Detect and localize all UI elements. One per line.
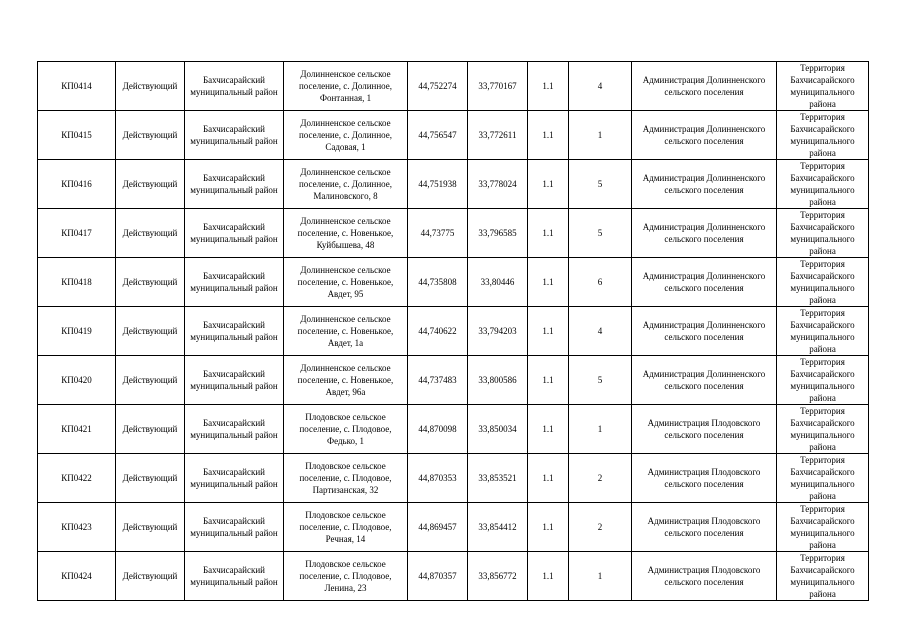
cell-longitude: 33,772611: [468, 111, 528, 160]
cell-container-count: 2: [569, 503, 632, 552]
cell-address: Долинненское сельское поселение, с. Новенькое, Авдет, 95: [284, 258, 408, 307]
table-row: [38, 405, 869, 454]
cell-type-code: 1.1: [528, 160, 569, 209]
cell-container-count: 4: [569, 62, 632, 111]
cell-district: Бахчисарайский муниципальный район: [185, 62, 284, 111]
cell-status: Действующий: [116, 356, 185, 405]
cell-territory: Территория Бахчисарайского муниципального района: [777, 552, 869, 601]
cell-site-code: КП0419: [38, 307, 116, 356]
cell-site-code: КП0421: [38, 405, 116, 454]
cell-district: Бахчисарайский муниципальный район: [185, 405, 284, 454]
cell-territory: Территория Бахчисарайского муниципального района: [777, 258, 869, 307]
table-row: [38, 111, 869, 160]
cell-owner: Администрация Долинненского сельского поселения: [632, 258, 777, 307]
cell-latitude: 44,870353: [408, 454, 468, 503]
table-row: [38, 454, 869, 503]
cell-longitude: 33,796585: [468, 209, 528, 258]
table-row: [38, 258, 869, 307]
cell-type-code: 1.1: [528, 454, 569, 503]
cell-district: Бахчисарайский муниципальный район: [185, 160, 284, 209]
cell-latitude: 44,756547: [408, 111, 468, 160]
table-body: [38, 62, 869, 601]
cell-territory: Территория Бахчисарайского муниципального района: [777, 160, 869, 209]
cell-owner: Администрация Плодовского сельского поселения: [632, 454, 777, 503]
table-row: [38, 503, 869, 552]
cell-latitude: 44,870098: [408, 405, 468, 454]
cell-longitude: 33,854412: [468, 503, 528, 552]
cell-longitude: 33,770167: [468, 62, 528, 111]
cell-container-count: 1: [569, 111, 632, 160]
cell-longitude: 33,856772: [468, 552, 528, 601]
cell-latitude: 44,869457: [408, 503, 468, 552]
cell-container-count: 5: [569, 356, 632, 405]
cell-container-count: 5: [569, 209, 632, 258]
cell-site-code: КП0416: [38, 160, 116, 209]
cell-longitude: 33,800586: [468, 356, 528, 405]
cell-latitude: 44,73775: [408, 209, 468, 258]
cell-type-code: 1.1: [528, 62, 569, 111]
cell-latitude: 44,870357: [408, 552, 468, 601]
cell-address: Плодовское сельское поселение, с. Плодовое, Ленина, 23: [284, 552, 408, 601]
cell-site-code: КП0423: [38, 503, 116, 552]
cell-latitude: 44,735808: [408, 258, 468, 307]
cell-type-code: 1.1: [528, 356, 569, 405]
table-row: [38, 356, 869, 405]
cell-territory: Территория Бахчисарайского муниципального района: [777, 307, 869, 356]
cell-container-count: 1: [569, 405, 632, 454]
cell-address: Долинненское сельское поселение, с. Новенькое, Авдет, 96а: [284, 356, 408, 405]
cell-address: Плодовское сельское поселение, с. Плодовое, Речная, 14: [284, 503, 408, 552]
cell-container-count: 2: [569, 454, 632, 503]
cell-territory: Территория Бахчисарайского муниципального района: [777, 405, 869, 454]
cell-status: Действующий: [116, 62, 185, 111]
cell-longitude: 33,778024: [468, 160, 528, 209]
cell-address: Плодовское сельское поселение, с. Плодовое, Партизанская, 32: [284, 454, 408, 503]
cell-territory: Территория Бахчисарайского муниципального района: [777, 111, 869, 160]
cell-site-code: КП0420: [38, 356, 116, 405]
cell-owner: Администрация Плодовского сельского поселения: [632, 503, 777, 552]
cell-address: Долинненское сельское поселение, с. Новенькое, Куйбышева, 48: [284, 209, 408, 258]
cell-site-code: КП0418: [38, 258, 116, 307]
cell-status: Действующий: [116, 454, 185, 503]
cell-address: Долинненское сельское поселение, с. Долинное, Малиновского, 8: [284, 160, 408, 209]
cell-container-count: 1: [569, 552, 632, 601]
cell-address: Долинненское сельское поселение, с. Долинное, Садовая, 1: [284, 111, 408, 160]
cell-district: Бахчисарайский муниципальный район: [185, 209, 284, 258]
cell-district: Бахчисарайский муниципальный район: [185, 307, 284, 356]
cell-district: Бахчисарайский муниципальный район: [185, 111, 284, 160]
data-table: [37, 61, 869, 601]
cell-territory: Территория Бахчисарайского муниципального района: [777, 62, 869, 111]
cell-district: Бахчисарайский муниципальный район: [185, 503, 284, 552]
cell-type-code: 1.1: [528, 111, 569, 160]
cell-status: Действующий: [116, 307, 185, 356]
cell-site-code: КП0422: [38, 454, 116, 503]
cell-district: Бахчисарайский муниципальный район: [185, 552, 284, 601]
cell-owner: Администрация Плодовского сельского поселения: [632, 552, 777, 601]
cell-owner: Администрация Долинненского сельского поселения: [632, 356, 777, 405]
cell-address: Долинненское сельское поселение, с. Долинное, Фонтанная, 1: [284, 62, 408, 111]
cell-latitude: 44,752274: [408, 62, 468, 111]
table-row: [38, 209, 869, 258]
cell-longitude: 33,80446: [468, 258, 528, 307]
cell-type-code: 1.1: [528, 209, 569, 258]
cell-address: Плодовское сельское поселение, с. Плодовое, Федько, 1: [284, 405, 408, 454]
cell-longitude: 33,850034: [468, 405, 528, 454]
cell-status: Действующий: [116, 405, 185, 454]
cell-latitude: 44,740622: [408, 307, 468, 356]
cell-site-code: КП0417: [38, 209, 116, 258]
cell-territory: Территория Бахчисарайского муниципального района: [777, 503, 869, 552]
cell-district: Бахчисарайский муниципальный район: [185, 356, 284, 405]
cell-type-code: 1.1: [528, 552, 569, 601]
cell-container-count: 4: [569, 307, 632, 356]
table-row: [38, 307, 869, 356]
cell-site-code: КП0424: [38, 552, 116, 601]
cell-territory: Территория Бахчисарайского муниципального района: [777, 454, 869, 503]
cell-status: Действующий: [116, 552, 185, 601]
cell-territory: Территория Бахчисарайского муниципального района: [777, 209, 869, 258]
cell-container-count: 5: [569, 160, 632, 209]
cell-latitude: 44,751938: [408, 160, 468, 209]
cell-type-code: 1.1: [528, 405, 569, 454]
cell-status: Действующий: [116, 111, 185, 160]
cell-type-code: 1.1: [528, 503, 569, 552]
cell-owner: Администрация Долинненского сельского поселения: [632, 209, 777, 258]
cell-site-code: КП0414: [38, 62, 116, 111]
cell-owner: Администрация Долинненского сельского поселения: [632, 62, 777, 111]
cell-district: Бахчисарайский муниципальный район: [185, 258, 284, 307]
cell-owner: Администрация Долинненского сельского поселения: [632, 160, 777, 209]
cell-longitude: 33,853521: [468, 454, 528, 503]
cell-site-code: КП0415: [38, 111, 116, 160]
cell-owner: Администрация Плодовского сельского поселения: [632, 405, 777, 454]
cell-type-code: 1.1: [528, 258, 569, 307]
cell-type-code: 1.1: [528, 307, 569, 356]
cell-latitude: 44,737483: [408, 356, 468, 405]
cell-territory: Территория Бахчисарайского муниципального района: [777, 356, 869, 405]
table-row: [38, 552, 869, 601]
table-row: [38, 62, 869, 111]
cell-owner: Администрация Долинненского сельского поселения: [632, 111, 777, 160]
cell-status: Действующий: [116, 258, 185, 307]
cell-container-count: 6: [569, 258, 632, 307]
cell-owner: Администрация Долинненского сельского поселения: [632, 307, 777, 356]
table-row: [38, 160, 869, 209]
cell-district: Бахчисарайский муниципальный район: [185, 454, 284, 503]
cell-status: Действующий: [116, 503, 185, 552]
cell-status: Действующий: [116, 209, 185, 258]
cell-status: Действующий: [116, 160, 185, 209]
cell-longitude: 33,794203: [468, 307, 528, 356]
cell-address: Долинненское сельское поселение, с. Новенькое, Авдет, 1а: [284, 307, 408, 356]
